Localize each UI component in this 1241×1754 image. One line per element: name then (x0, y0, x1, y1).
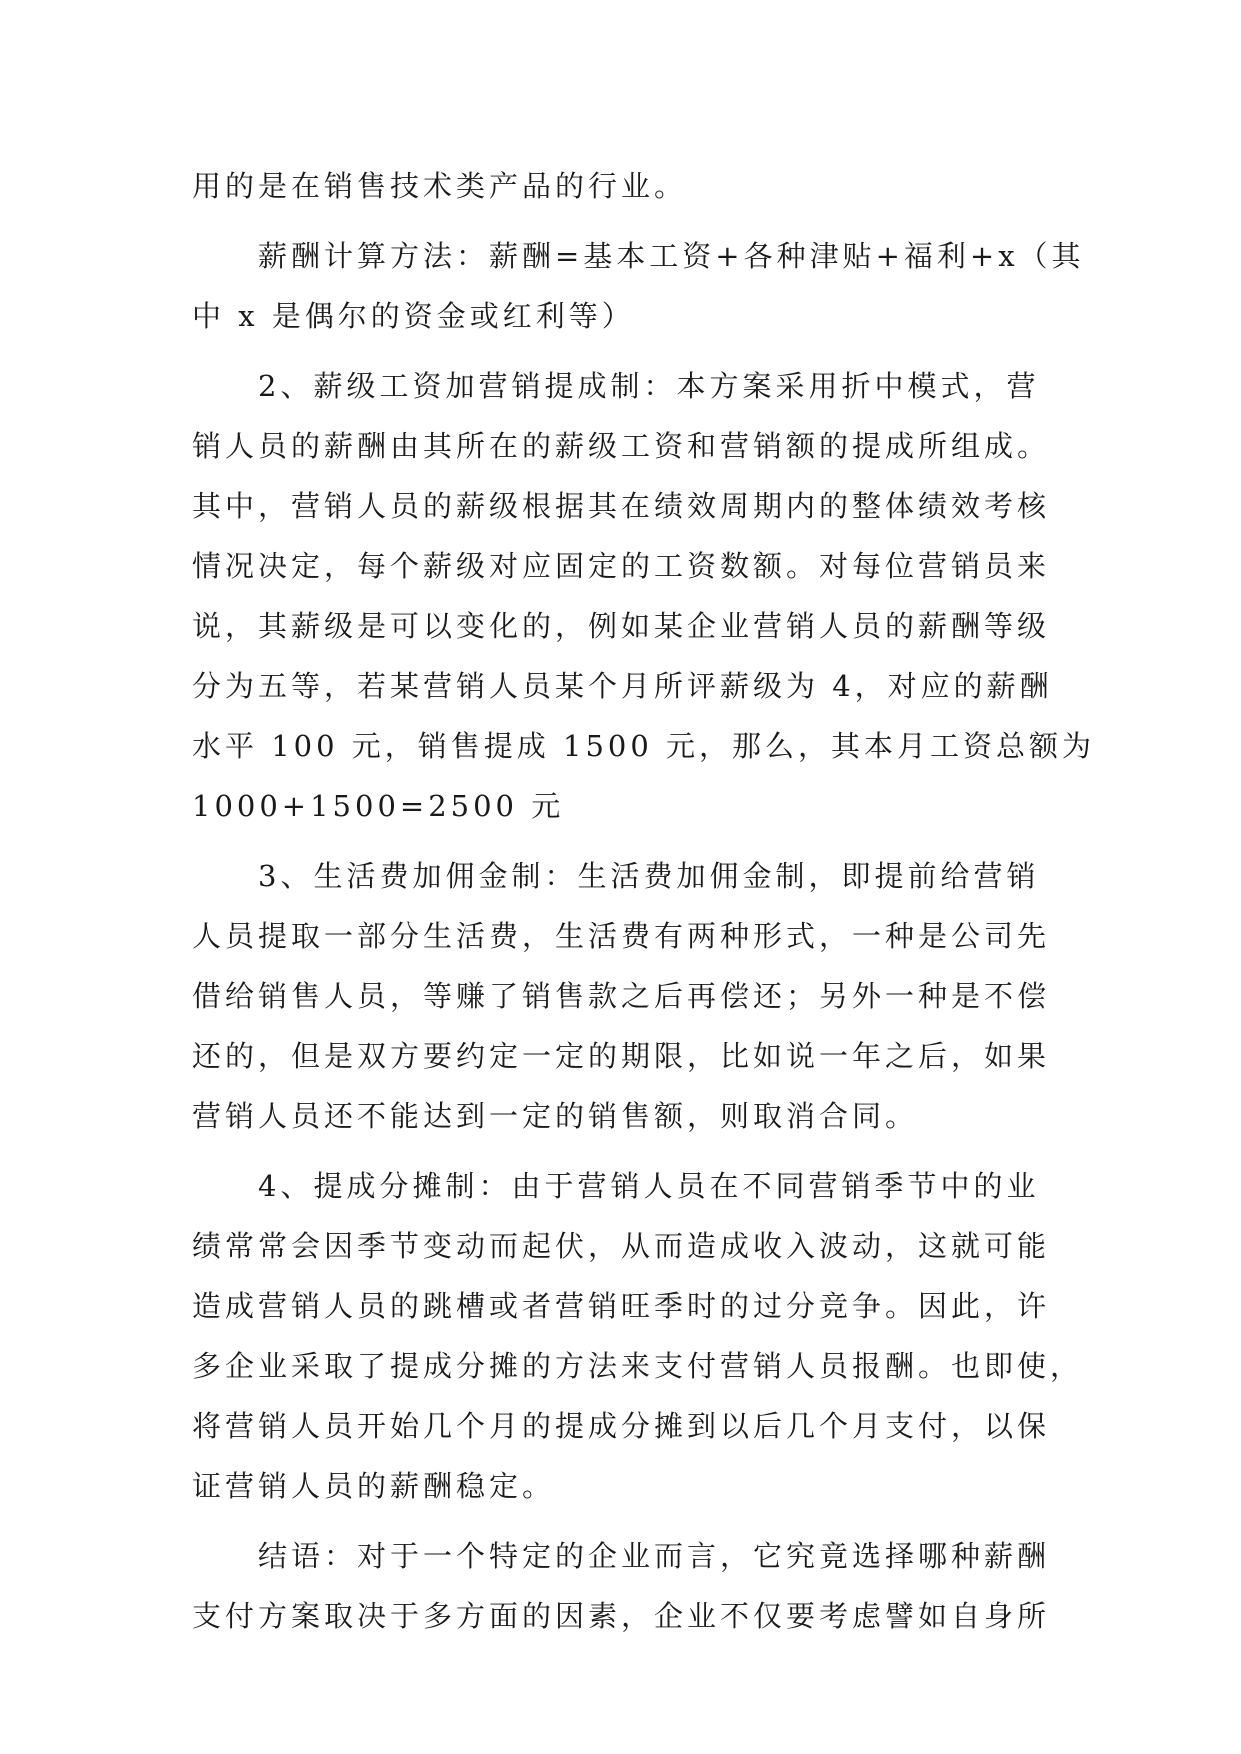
text-line-15: 还的，但是双方要约定一定的期限，比如说一年之后，如果 (192, 1039, 1051, 1073)
text-line-22: 证营销人员的薪酬稳定。 (192, 1469, 556, 1503)
text-line-16: 营销人员还不能达到一定的销售额，则取消合同。 (192, 1099, 919, 1133)
text-line-17: 4、提成分摊制：由于营销人员在不同营销季节中的业 (192, 1169, 1040, 1203)
text-line-4: 2、薪级工资加营销提成制：本方案采用折中模式，营 (192, 369, 1040, 403)
text-line-2: 薪酬计算方法：薪酬=基本工资+各种津贴+福利+x（其 (192, 239, 1085, 273)
text-line-5: 销人员的薪酬由其所在的薪级工资和营销额的提成所组成。 (192, 429, 1051, 463)
text-line-1: 用的是在销售技术类产品的行业。 (192, 169, 688, 203)
text-line-9: 分为五等，若某营销人员某个月所评薪级为 4，对应的薪酬 (192, 669, 1053, 703)
text-line-11: 1000+1500=2500 元 (192, 789, 565, 823)
document-body (192, 156, 1096, 1646)
text-line-8: 说，其薪级是可以变化的，例如某企业营销人员的薪酬等级 (192, 609, 1051, 643)
text-line-19: 造成营销人员的跳槽或者营销旺季时的过分竞争。因此，许 (192, 1289, 1051, 1323)
text-line-24: 支付方案取决于多方面的因素，企业不仅要考虑譬如自身所 (192, 1599, 1051, 1633)
text-line-7: 情况决定，每个薪级对应固定的工资数额。对每位营销员来 (192, 549, 1051, 583)
text-line-21: 将营销人员开始几个月的提成分摊到以后几个月支付，以保 (192, 1409, 1051, 1443)
text-line-13: 人员提取一部分生活费，生活费有两种形式，一种是公司先 (192, 919, 1051, 953)
text-line-18: 绩常常会因季节变动而起伏，从而造成收入波动，这就可能 (192, 1229, 1051, 1263)
text-line-23: 结语：对于一个特定的企业而言，它究竟选择哪种薪酬 (192, 1539, 1051, 1573)
text-line-12: 3、生活费加佣金制：生活费加佣金制，即提前给营销 (192, 859, 1040, 893)
text-line-6: 其中，营销人员的薪级根据其在绩效周期内的整体绩效考核 (192, 489, 1051, 523)
text-line-10: 水平 100 元，销售提成 1500 元，那么，其本月工资总额为 (192, 729, 1096, 763)
text-line-14: 借给销售人员，等赚了销售款之后再偿还；另外一种是不偿 (192, 979, 1051, 1013)
text-line-20: 多企业采取了提成分摊的方法来支付营销人员报酬。也即使， (192, 1349, 1084, 1383)
text-line-3: 中 x 是偶尔的资金或红利等） (192, 299, 635, 333)
